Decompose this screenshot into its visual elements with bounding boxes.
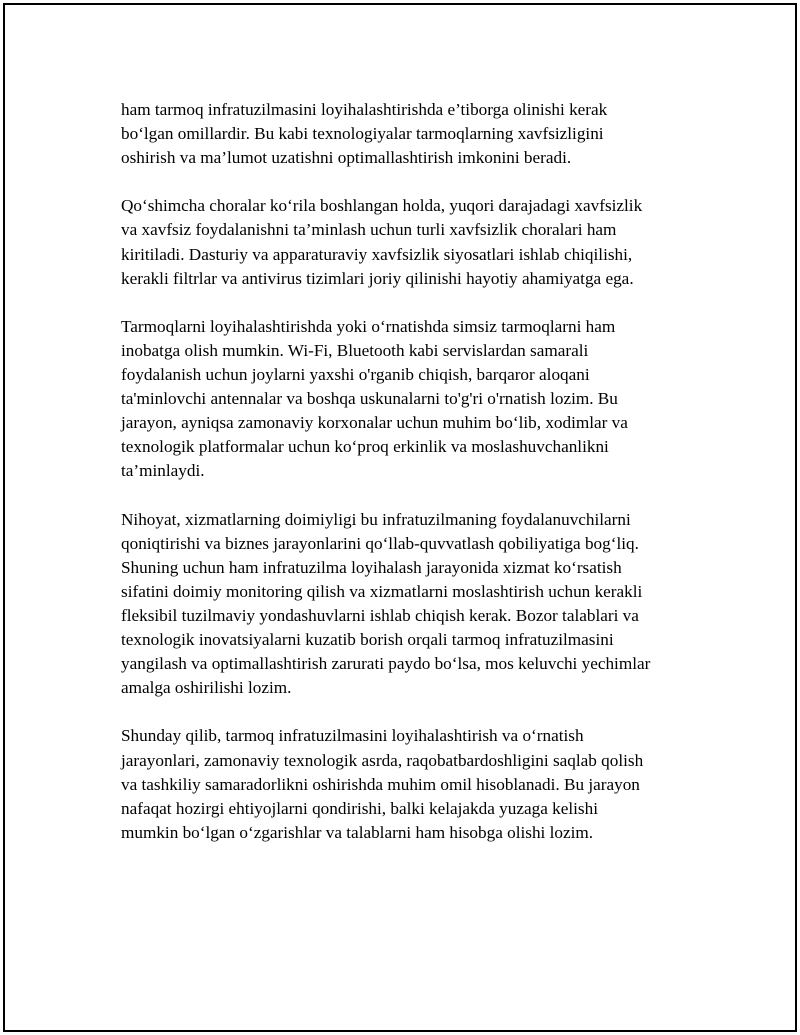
text-line: yangilash va optimallashtirish zarurati paydo bo‘lsa, mos keluvchi yechimlar [121,654,651,674]
text-line: kerakli filtrlar va antivirus tizimlari joriy qilinishi hayotiy ahamiyatga ega. [121,268,634,288]
text-line: ta’minlaydi. [121,461,205,481]
text-line: jarayon, ayniqsa zamonaviy korxonalar uchun muhim bo‘lib, xodimlar va [121,413,628,433]
paragraph-5 [121,724,711,844]
text-line: kiritiladi. Dasturiy va apparaturaviy xavfsizlik siyosatlari ishlab chiqilishi, [121,244,633,264]
text-line: jarayonlari, zamonaviy texnologik asrda, raqobatbardoshligini saqlab qolish [121,750,644,770]
text-line: sifatini doimiy monitoring qilish va xizmatlarni moslashtirish uchun kerakli [121,581,643,601]
text-line: va tashkiliy samaradorlikni oshirishda muhim omil hisoblanadi. Bu jarayon [121,774,640,794]
document-body [121,98,711,869]
text-line: va xavfsiz foydalanishni ta’minlash uchun turli xavfsizlik choralari ham [121,220,617,240]
text-line: Tarmoqlarni loyihalashtirishda yoki o‘rnatishda simsiz tarmoqlarni ham [121,316,616,336]
text-line: ham tarmoq infratuzilmasini loyihalashtirishda e’tiborga olinishi kerak [121,100,608,119]
text-line: foydalanish uchun joylarni yaxshi o'rganib chiqish, barqaror aloqani [121,365,590,385]
text-line: bo‘lgan omillardir. Bu kabi texnologiyalar tarmoqlarning xavfsizligini [121,124,604,144]
text-line: inobatga olish mumkin. Wi-Fi, Bluetooth kabi servislardan samarali [121,340,589,360]
text-line: Nihoyat, xizmatlarning doimiyligi bu infratuzilmaning foydalanuvchilarni [121,509,631,529]
text-line: Shuning uchun ham infratuzilma loyihalash jarayonida xizmat ko‘rsatish [121,557,622,577]
text-line: nafaqat hozirgi ehtiyojlarni qondirishi, balki kelajakda yuzaga kelishi [121,798,598,818]
text-line: Shunday qilib, tarmoq infratuzilmasini loyihalashtirish va o‘rnatish [121,726,584,746]
text-line: oshirish va ma’lumot uzatishni optimallashtirish imkonini beradi. [121,148,572,168]
text-line: mumkin bo‘lgan o‘zgarishlar va talablarni ham hisobga olishi lozim. [121,822,594,842]
text-line: Qo‘shimcha choralar ko‘rila boshlangan holda, yuqori darajadagi xavfsizlik [121,196,643,216]
page-frame [3,3,797,1032]
paragraph-4 [121,508,711,701]
text-line: amalga oshirilishi lozim. [121,678,292,698]
paragraph-2 [121,194,711,290]
paragraph-3 [121,315,711,484]
text-line: ta'minlovchi antennalar va boshqa uskunalarni to'g'ri o'rnatish lozim. Bu [121,389,618,409]
text-line: texnologik inovatsiyalarni kuzatib borish orqali tarmoq infratuzilmasini [121,630,614,650]
text-line: qoniqtirishi va biznes jarayonlarini qo‘llab-quvvatlash qobiliyatiga bog‘liq. [121,533,639,553]
paragraph-1 [121,98,711,170]
text-line: texnologik platformalar uchun ko‘proq erkinlik va moslashuvchanlikni [121,437,609,457]
text-line: fleksibil tuzilmaviy yondashuvlarni ishlab chiqish kerak. Bozor talablari va [121,605,639,625]
